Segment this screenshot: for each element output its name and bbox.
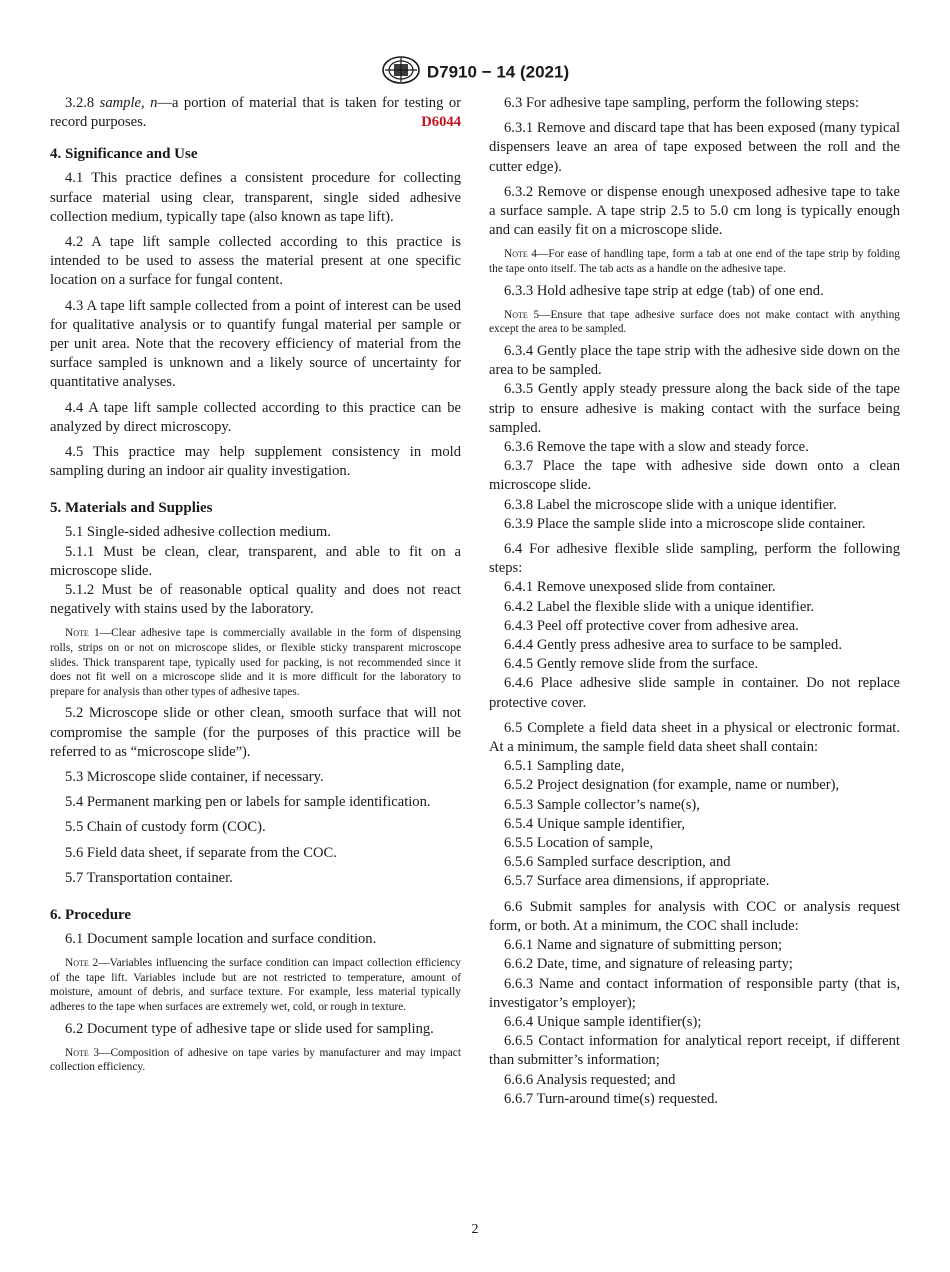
paragraph-6-4-1: 6.4.1 Remove unexposed slide from container.	[504, 579, 776, 596]
paragraph-6-3-4: 6.3.4 Gently place the tape strip with the adhesive side down on the area to be sampled.	[489, 343, 900, 379]
paragraph-6-2: 6.2 Document type of adhesive tape or slide used for sampling.	[65, 1020, 434, 1037]
paragraph-6-5-7: 6.5.7 Surface area dimensions, if appropriate.	[504, 873, 770, 890]
paragraph-6-3-8: 6.3.8 Label the microscope slide with a unique identifier.	[504, 496, 837, 513]
paragraph-6-6-7: 6.6.7 Turn-around time(s) requested.	[504, 1090, 719, 1107]
paragraph-4-2: 4.2 A tape lift sample collected according to this practice is intended to be used to assess the material present at one specific location on a surface for fungal content.	[50, 234, 461, 289]
paragraph-6-4-5: 6.4.5 Gently remove slide from the surface.	[504, 656, 759, 673]
paragraph-6-6-4: 6.6.4 Unique sample identifier(s);	[504, 1013, 702, 1030]
paragraph-6-3-5: 6.3.5 Gently apply steady pressure along the back side of the tape strip to ensure adhesive is making contact with the surface being sampled.	[489, 381, 900, 436]
paragraph-6-5-3: 6.5.3 Sample collector’s name(s),	[504, 796, 700, 813]
paragraph-5-3: 5.3 Microscope slide container, if necessary.	[65, 769, 324, 786]
paragraph-6-5-6: 6.5.6 Sampled surface description, and	[504, 854, 731, 871]
definition-3-2-8: 3.2.8 sample, n—a portion of material that is taken for testing or record purposes. D6044	[50, 94, 461, 132]
paragraph-6-6-3: 6.6.3 Name and contact information of responsible party (that is, investigator’s employer);	[489, 975, 900, 1011]
paragraph-6-3-6: 6.3.6 Remove the tape with a slow and steady force.	[504, 439, 809, 456]
paragraph-6-4-6: 6.4.6 Place adhesive slide sample in container. Do not replace protective cover.	[489, 675, 900, 711]
section-heading-4: 4. Significance and Use	[50, 146, 198, 163]
note-2: Note 2—Variables influencing the surface condition can impact collection efficiency of the tape lift. Variables include but are not restricted to temperature, amount of moisture, amount of debris, and surface texture. For example, less material typically adheres to the tape when surfaces are extremely wet, cold, or rough in texture.	[50, 957, 461, 1014]
section-heading-6: 6. Procedure	[50, 907, 132, 924]
paragraph-6-5: 6.5 Complete a field data sheet in a physical or electronic format. At a minimum, the sample field data sheet shall contain:	[489, 719, 900, 756]
section-heading-5: 5. Materials and Supplies	[50, 500, 213, 517]
paragraph-6-5-5: 6.5.5 Location of sample,	[504, 835, 654, 852]
paragraph-6-4-3: 6.4.3 Peel off protective cover from adhesive area.	[504, 617, 799, 634]
note-3: Note 3—Composition of adhesive on tape varies by manufacturer and may impact collection efficiency.	[50, 1046, 461, 1074]
paragraph-6-3-9: 6.3.9 Place the sample slide into a microscope slide container.	[504, 515, 866, 532]
paragraph-6-3-3: 6.3.3 Hold adhesive tape strip at edge (tab) of one end.	[504, 282, 824, 299]
paragraph-5-4: 5.4 Permanent marking pen or labels for sample identification.	[65, 794, 431, 811]
paragraph-6-3-7: 6.3.7 Place the tape with adhesive side down onto a clean microscope slide.	[489, 458, 900, 494]
paragraph-6-1: 6.1 Document sample location and surface condition.	[65, 931, 377, 948]
paragraph-5-2: 5.2 Microscope slide or other clean, smooth surface that will not compromise the sample (for the purposes of this practice will be referred to as “microscope slide”).	[50, 705, 461, 760]
paragraph-6-5-2: 6.5.2 Project designation (for example, name or number),	[504, 777, 840, 794]
paragraph-6-6: 6.6 Submit samples for analysis with COC or analysis request form, or both. At a minimum, the COC shall include:	[489, 898, 900, 934]
paragraph-5-6: 5.6 Field data sheet, if separate from the COC.	[65, 844, 337, 861]
paragraph-6-5-4: 6.5.4 Unique sample identifier,	[504, 815, 685, 832]
page-number: 2	[471, 1222, 479, 1237]
paragraph-6-4-4: 6.4.4 Gently press adhesive area to surface to be sampled.	[504, 637, 842, 654]
note-4: Note 4—For ease of handling tape, form a tab at one end of the tape strip by folding the tape onto itself. The tab acts as a handle on the adhesive tape.	[489, 248, 900, 276]
left-column	[50, 94, 461, 1080]
astm-logo-icon	[381, 55, 421, 90]
paragraph-6-3: 6.3 For adhesive tape sampling, perform the following steps:	[504, 95, 860, 111]
paragraph-6-6-2: 6.6.2 Date, time, and signature of releasing party;	[504, 956, 793, 973]
paragraph-6-6-1: 6.6.1 Name and signature of submitting person;	[504, 937, 783, 954]
paragraph-5-5: 5.5 Chain of custody form (COC).	[65, 819, 266, 836]
paragraph-6-5-1: 6.5.1 Sampling date,	[504, 758, 625, 775]
paragraph-4-4: 4.4 A tape lift sample collected according to this practice can be analyzed by direct microscopy.	[50, 399, 461, 435]
standard-designation: D7910 − 14 (2021)	[426, 62, 570, 82]
right-column	[489, 94, 900, 1109]
paragraph-6-4-2: 6.4.2 Label the flexible slide with a unique identifier.	[504, 598, 815, 615]
paragraph-6-4: 6.4 For adhesive flexible slide sampling, perform the following steps:	[489, 541, 900, 577]
note-5: Note 5—Ensure that tape adhesive surface does not make contact with anything except the area to be sampled.	[489, 308, 900, 336]
paragraph-5-1-2: 5.1.2 Must be of reasonable optical quality and does not react negatively with stains used by the laboratory.	[50, 582, 461, 618]
paragraph-4-1: 4.1 This practice defines a consistent procedure for collecting surface material using clear, transparent, single sided adhesive collection medium, typically tape (also known as tape lift).	[50, 170, 461, 225]
paragraph-6-3-1: 6.3.1 Remove and discard tape that has been exposed (many typical dispensers leave an area of tape exposed between the roll and the cutter edge).	[489, 120, 900, 175]
paragraph-4-5: 4.5 This practice may help supplement consistency in mold sampling during an indoor air quality investigation.	[50, 444, 461, 480]
paragraph-6-3-2: 6.3.2 Remove or dispense enough unexposed adhesive tape to take a surface sample. A tape strip 2.5 to 5.0 cm long is typically enough and can easily fit on a microscope slide.	[489, 183, 900, 239]
page-header	[0, 55, 950, 90]
paragraph-5-7: 5.7 Transportation container.	[65, 869, 233, 886]
paragraph-6-6-5: 6.6.5 Contact information for analytical report receipt, if different than submitter’s information;	[489, 1033, 900, 1069]
paragraph-5-1-1: 5.1.1 Must be clean, clear, transparent, and able to fit on a microscope slide.	[50, 543, 461, 579]
paragraph-4-3: 4.3 A tape lift sample collected from a point of interest can be used for qualitative analysis or to quantify fungal material per sample or per unit area. Note that the recovery efficiency of material from the surface sampled is unknown and a likely source of uncertainty for quantitative analyses.	[50, 297, 461, 391]
reference-link-d6044[interactable]: D6044	[421, 114, 461, 131]
paragraph-5-1: 5.1 Single-sided adhesive collection medium.	[65, 524, 331, 541]
note-1: Note 1—Clear adhesive tape is commercially available in the form of dispensing rolls, strips on or not on microscope slides, or flexible sticky transparent microscope slides. Thick transparent tape, typically used for packing, is not recommended since it does not fit well on a microscope slide and it is more difficult for the laboratory to prepare for analysis than other types of adhesive tapes.	[50, 627, 461, 698]
paragraph-6-6-6: 6.6.6 Analysis requested; and	[504, 1071, 676, 1088]
